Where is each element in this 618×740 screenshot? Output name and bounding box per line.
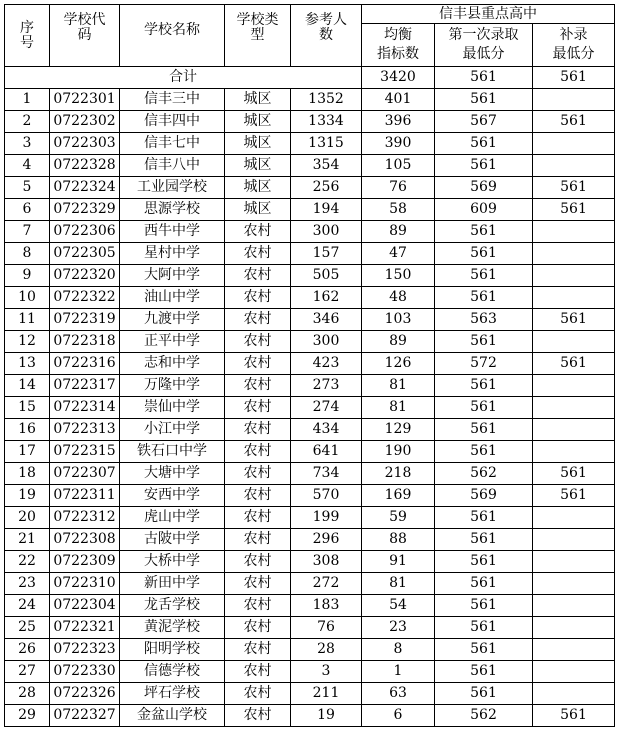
row-examinees: 162 [291,287,362,309]
table-row [5,397,615,419]
row-supplement [533,287,615,309]
header-supplement: 补录 最低分 [533,24,615,67]
row-examinees: 570 [291,485,362,507]
table-row [5,485,615,507]
row-seq: 15 [5,397,50,419]
row-school-type: 城区 [225,133,291,155]
table-row [5,89,615,111]
row-seq: 16 [5,419,50,441]
row-school-type: 农村 [225,551,291,573]
row-code: 0722301 [50,89,120,111]
row-first-round: 561 [435,221,533,243]
row-school-type: 农村 [225,441,291,463]
row-quota: 48 [362,287,435,309]
row-examinees: 641 [291,441,362,463]
table-row [5,111,615,133]
row-supplement [533,221,615,243]
row-supplement: 561 [533,463,615,485]
row-examinees: 274 [291,397,362,419]
row-school-type: 农村 [225,507,291,529]
row-examinees: 1334 [291,111,362,133]
row-school-type: 城区 [225,177,291,199]
row-first-round: 561 [435,419,533,441]
row-examinees: 211 [291,683,362,705]
row-school-type: 农村 [225,353,291,375]
row-examinees: 296 [291,529,362,551]
row-first-round: 561 [435,617,533,639]
header-code: 学校代 码 [50,5,120,67]
row-examinees: 256 [291,177,362,199]
row-school-name: 信丰四中 [120,111,225,133]
row-first-round: 561 [435,683,533,705]
row-school-type: 农村 [225,397,291,419]
row-examinees: 199 [291,507,362,529]
row-school-type: 农村 [225,243,291,265]
row-supplement [533,617,615,639]
total-first-round: 561 [435,67,533,89]
row-first-round: 569 [435,177,533,199]
table-row [5,551,615,573]
table-row [5,441,615,463]
row-supplement: 561 [533,111,615,133]
table-row [5,199,615,221]
row-quota: 76 [362,177,435,199]
row-school-name: 九渡中学 [120,309,225,331]
row-code: 0722314 [50,397,120,419]
row-seq: 21 [5,529,50,551]
row-examinees: 300 [291,221,362,243]
table-row [5,221,615,243]
row-first-round: 561 [435,573,533,595]
row-code: 0722321 [50,617,120,639]
row-code: 0722330 [50,661,120,683]
row-seq: 4 [5,155,50,177]
row-quota: 129 [362,419,435,441]
row-supplement [533,441,615,463]
table-row [5,705,615,727]
row-seq: 25 [5,617,50,639]
row-school-name: 万隆中学 [120,375,225,397]
row-seq: 20 [5,507,50,529]
row-quota: 88 [362,529,435,551]
row-quota: 89 [362,331,435,353]
row-school-name: 黄泥学校 [120,617,225,639]
row-school-type: 农村 [225,639,291,661]
row-supplement [533,661,615,683]
row-quota: 58 [362,199,435,221]
row-code: 0722327 [50,705,120,727]
row-examinees: 272 [291,573,362,595]
row-school-name: 志和中学 [120,353,225,375]
row-school-name: 思源学校 [120,199,225,221]
row-supplement [533,419,615,441]
row-school-type: 农村 [225,617,291,639]
row-school-type: 农村 [225,265,291,287]
table-row [5,529,615,551]
row-seq: 6 [5,199,50,221]
enrollment-table [4,4,615,727]
row-school-name: 星村中学 [120,243,225,265]
row-examinees: 1315 [291,133,362,155]
row-examinees: 273 [291,375,362,397]
row-examinees: 1352 [291,89,362,111]
row-seq: 9 [5,265,50,287]
row-examinees: 434 [291,419,362,441]
table-row [5,463,615,485]
row-code: 0722315 [50,441,120,463]
row-school-name: 大阿中学 [120,265,225,287]
row-school-name: 安西中学 [120,485,225,507]
row-first-round: 561 [435,287,533,309]
row-first-round: 562 [435,705,533,727]
row-school-name: 小江中学 [120,419,225,441]
row-first-round: 567 [435,111,533,133]
table-row [5,661,615,683]
row-school-name: 新田中学 [120,573,225,595]
row-first-round: 561 [435,243,533,265]
row-quota: 390 [362,133,435,155]
row-examinees: 183 [291,595,362,617]
row-quota: 54 [362,595,435,617]
row-code: 0722305 [50,243,120,265]
row-code: 0722320 [50,265,120,287]
row-code: 0722324 [50,177,120,199]
row-quota: 1 [362,661,435,683]
row-school-type: 农村 [225,485,291,507]
row-seq: 17 [5,441,50,463]
row-supplement: 561 [533,705,615,727]
row-supplement [533,89,615,111]
row-supplement [533,529,615,551]
row-school-name: 古陂中学 [120,529,225,551]
row-code: 0722308 [50,529,120,551]
row-seq: 12 [5,331,50,353]
total-label: 合计 [5,67,362,89]
row-examinees: 354 [291,155,362,177]
row-first-round: 561 [435,529,533,551]
row-code: 0722302 [50,111,120,133]
table-row [5,265,615,287]
row-code: 0722322 [50,287,120,309]
row-examinees: 346 [291,309,362,331]
table-row [5,177,615,199]
row-quota: 81 [362,375,435,397]
row-quota: 81 [362,397,435,419]
total-quota: 3420 [362,67,435,89]
row-code: 0722319 [50,309,120,331]
row-code: 0722329 [50,199,120,221]
row-school-type: 城区 [225,199,291,221]
header-first-round: 第一次录取 最低分 [435,24,533,67]
row-school-name: 龙舌学校 [120,595,225,617]
row-school-type: 农村 [225,419,291,441]
row-quota: 8 [362,639,435,661]
row-code: 0722306 [50,221,120,243]
row-first-round: 561 [435,639,533,661]
table-row [5,331,615,353]
row-first-round: 561 [435,397,533,419]
row-seq: 14 [5,375,50,397]
row-school-name: 正平中学 [120,331,225,353]
row-quota: 81 [362,573,435,595]
row-quota: 150 [362,265,435,287]
row-quota: 190 [362,441,435,463]
row-school-type: 农村 [225,375,291,397]
row-seq: 7 [5,221,50,243]
row-code: 0722312 [50,507,120,529]
header-examinees: 参考人 数 [291,5,362,67]
row-code: 0722307 [50,463,120,485]
row-seq: 10 [5,287,50,309]
row-first-round: 561 [435,507,533,529]
row-supplement: 561 [533,177,615,199]
row-seq: 5 [5,177,50,199]
row-school-type: 农村 [225,683,291,705]
row-seq: 8 [5,243,50,265]
row-supplement: 561 [533,353,615,375]
table-row [5,419,615,441]
table-row [5,573,615,595]
row-examinees: 194 [291,199,362,221]
row-supplement [533,573,615,595]
row-seq: 18 [5,463,50,485]
row-first-round: 569 [435,485,533,507]
row-quota: 396 [362,111,435,133]
header-quota: 均衡 指标数 [362,24,435,67]
row-quota: 59 [362,507,435,529]
row-code: 0722309 [50,551,120,573]
row-code: 0722316 [50,353,120,375]
row-first-round: 562 [435,463,533,485]
row-examinees: 734 [291,463,362,485]
row-code: 0722303 [50,133,120,155]
row-first-round: 572 [435,353,533,375]
row-supplement [533,375,615,397]
row-supplement [533,331,615,353]
row-first-round: 561 [435,441,533,463]
row-quota: 105 [362,155,435,177]
row-code: 0722317 [50,375,120,397]
row-quota: 401 [362,89,435,111]
row-school-name: 崇仙中学 [120,397,225,419]
row-quota: 47 [362,243,435,265]
row-supplement: 561 [533,309,615,331]
row-school-type: 农村 [225,331,291,353]
table-row [5,507,615,529]
row-school-type: 农村 [225,661,291,683]
row-code: 0722311 [50,485,120,507]
row-first-round: 561 [435,331,533,353]
row-first-round: 563 [435,309,533,331]
row-quota: 23 [362,617,435,639]
row-seq: 24 [5,595,50,617]
row-seq: 29 [5,705,50,727]
row-school-type: 农村 [225,573,291,595]
table-row [5,243,615,265]
row-school-name: 信德学校 [120,661,225,683]
row-seq: 11 [5,309,50,331]
row-first-round: 561 [435,595,533,617]
table-row [5,155,615,177]
table-row [5,287,615,309]
row-quota: 169 [362,485,435,507]
row-first-round: 561 [435,375,533,397]
row-supplement [533,595,615,617]
row-supplement [533,551,615,573]
row-seq: 13 [5,353,50,375]
row-code: 0722313 [50,419,120,441]
table-row [5,639,615,661]
row-first-round: 609 [435,199,533,221]
table-row [5,353,615,375]
row-quota: 89 [362,221,435,243]
row-first-round: 561 [435,133,533,155]
header-name: 学校名称 [120,5,225,67]
row-school-type: 农村 [225,309,291,331]
row-quota: 126 [362,353,435,375]
header-seq: 序 号 [5,5,50,67]
row-examinees: 157 [291,243,362,265]
row-supplement [533,133,615,155]
table-row [5,375,615,397]
row-examinees: 300 [291,331,362,353]
row-code: 0722328 [50,155,120,177]
row-seq: 23 [5,573,50,595]
row-first-round: 561 [435,89,533,111]
row-code: 0722310 [50,573,120,595]
row-examinees: 423 [291,353,362,375]
row-school-name: 铁石口中学 [120,441,225,463]
row-quota: 91 [362,551,435,573]
row-first-round: 561 [435,265,533,287]
row-quota: 103 [362,309,435,331]
row-school-type: 农村 [225,287,291,309]
total-supplement: 561 [533,67,615,89]
row-supplement [533,155,615,177]
row-school-type: 农村 [225,463,291,485]
row-seq: 26 [5,639,50,661]
table-row [5,133,615,155]
table-row [5,617,615,639]
row-school-name: 坪石学校 [120,683,225,705]
row-seq: 19 [5,485,50,507]
row-seq: 22 [5,551,50,573]
row-school-name: 油山中学 [120,287,225,309]
row-supplement [533,639,615,661]
row-school-name: 信丰七中 [120,133,225,155]
row-school-type: 农村 [225,595,291,617]
row-seq: 27 [5,661,50,683]
row-supplement [533,507,615,529]
row-school-name: 工业园学校 [120,177,225,199]
table-row [5,309,615,331]
row-quota: 218 [362,463,435,485]
row-school-type: 城区 [225,111,291,133]
row-supplement [533,683,615,705]
row-quota: 63 [362,683,435,705]
row-first-round: 561 [435,661,533,683]
row-seq: 2 [5,111,50,133]
row-supplement [533,243,615,265]
row-examinees: 76 [291,617,362,639]
row-supplement [533,397,615,419]
row-code: 0722326 [50,683,120,705]
row-school-name: 大桥中学 [120,551,225,573]
row-school-name: 阳明学校 [120,639,225,661]
row-examinees: 505 [291,265,362,287]
row-quota: 6 [362,705,435,727]
row-examinees: 308 [291,551,362,573]
row-supplement [533,265,615,287]
table-row [5,595,615,617]
row-school-name: 西牛中学 [120,221,225,243]
row-examinees: 3 [291,661,362,683]
row-examinees: 28 [291,639,362,661]
row-school-name: 信丰八中 [120,155,225,177]
header-group: 信丰县重点高中 [362,5,615,24]
row-seq: 28 [5,683,50,705]
row-code: 0722323 [50,639,120,661]
row-examinees: 19 [291,705,362,727]
row-school-name: 信丰三中 [120,89,225,111]
row-supplement: 561 [533,199,615,221]
row-school-name: 大塘中学 [120,463,225,485]
row-school-type: 农村 [225,705,291,727]
table-row [5,683,615,705]
row-first-round: 561 [435,551,533,573]
row-first-round: 561 [435,155,533,177]
row-school-name: 虎山中学 [120,507,225,529]
row-supplement: 561 [533,485,615,507]
row-seq: 3 [5,133,50,155]
row-school-type: 城区 [225,155,291,177]
header-type: 学校类 型 [225,5,291,67]
row-school-type: 农村 [225,529,291,551]
row-code: 0722304 [50,595,120,617]
row-school-type: 城区 [225,89,291,111]
row-seq: 1 [5,89,50,111]
row-code: 0722318 [50,331,120,353]
row-school-name: 金盆山学校 [120,705,225,727]
row-school-type: 农村 [225,221,291,243]
